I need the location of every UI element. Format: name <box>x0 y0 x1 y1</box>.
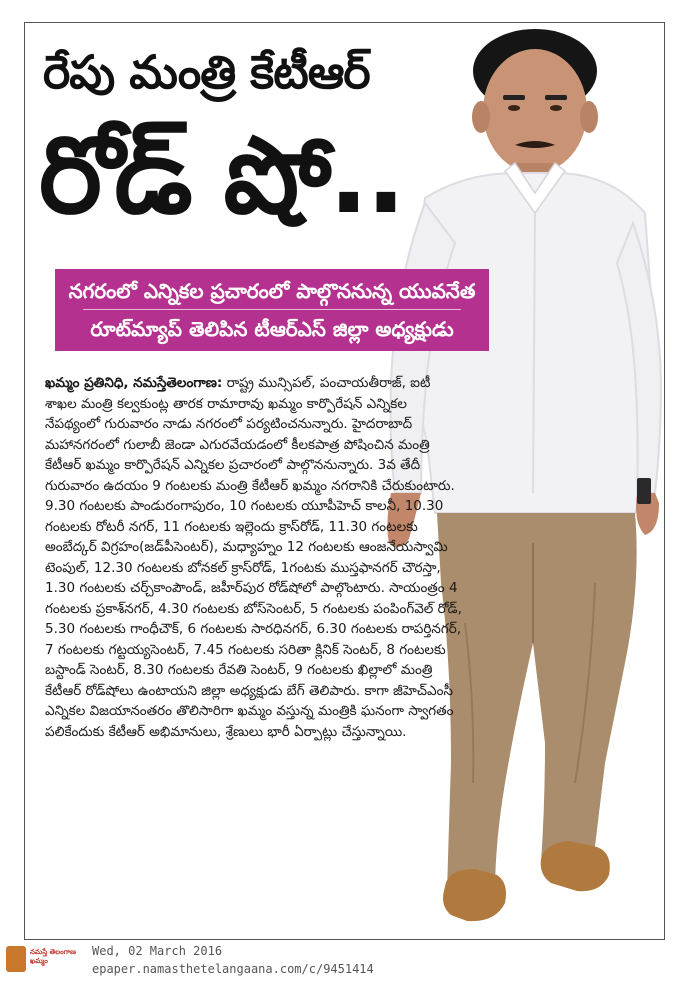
newspaper-logo-icon <box>6 946 26 972</box>
dateline: ఖమ్మం ప్రతినిధి, నమస్తేతెలంగాణ: <box>45 375 223 391</box>
headline-line-1: రేపు మంత్రి కేటీఆర్ <box>43 45 370 99</box>
paper-name: నమస్తే తెలంగాణ ఖమ్మం <box>30 948 76 965</box>
article-text: రాష్ట్ర మున్సిపల్, పంచాయతీరాజ్, ఐటీ శాఖల మంత్రి కల్వకుంట్ల తారక రామారావు ఖమ్మం కార్పొరేషన్ ఎన్నికల నేపథ్యంలో గురువారం నాడు నగరంలో పర్యటించనున్నారు. హైదరాబాద్ మహానగరంలో గులాబీ జెండా ఎగురవేయడంలో కీలకపాత్ర పోషించిన మంత్రి కేటీఆర్ ఖమ్మం కార్పొరేషన్ ఎన్నికల ప్రచారంలో పాల్గొననున్నారు. 3వ తేదీ గురువారం ఉదయం 9 గంటలకు మంత్రి కేటీఆర్ ఖమ్మం నగరానికి చేరుకుంటారు. 9.30 గంటలకు పాండురంగాపురం, 10 గంటలకు యూపీహెచ్ కాలనీ, 10.30 గంటలకు రోటరీ నగర్, 11 గంటలకు ఇల్లెందు క్రాస్‌రోడ్, 11.30 గంటలకు అంబేద్కర్ విగ్రహం(జడ్‌పీసెంటర్), మధ్యాహ్నం 12 గంటలకు ఆంజనేయస్వామి టెంపుల్, 12.30 గంటలకు బోనకల్ క్రాస్‌రోడ్, 1గంటకు ముస్తఫానగర్ చౌరస్తా, 1.30 గంటలకు చర్చ్‌కాంపౌండ్, జహీర్‌పుర రోడ్‌షోలో పాల్గొంటారు. సాయంత్రం 4 గంటలకు ప్రకాశ్‌నగర్, 4.30 గంటలకు బోస్‌సెంటర్, 5 గంటలకు పంపింగ్‌వెల్ రోడ్, 5.30 గంటలకు గాంధీచౌక్, 6 గంటలకు సారధినగర్, 6.30 గంటలకు రాపర్తినగర్, 7 గంటలకు గట్టయ్యసెంటర్, 7.45 గంటలకు సరితా క్లినిక్ సెంటర్, 8 గంటలకు బస్టాండ్ సెంటర్, 8.30 గంటలకు రేవతి సెంటర్, 9 గంటలకు ఖిల్లాలో మంత్రి కేటీఆర్ రోడ్‌షోలు ఉంటాయని జిల్లా అధ్యక్షుడు బేగ్ తెలిపారు. కాగా జీహెచ్ఎంసీ ఎన్నికల విజయానంతరం తొలిసారిగా ఖమ్మం వస్తున్న మంత్రికి ఘనంగా స్వాగతం పలికేందుకు కేటీఆర్ అభిమానులు, శ్రేణులు భారీ ఏర్పాట్లు చేస్తున్నాయి. <box>45 375 462 740</box>
subheading-line-2: రూట్‌మ్యాప్ తెలిపిన టీఆర్ఎస్ జిల్లా అధ్యక్షుడు <box>90 317 454 341</box>
headline-line-2: రోడ్ షో.. <box>39 114 404 237</box>
epaper-link[interactable]: epaper.namasthetelangaana.com/c/9451414 <box>92 962 374 976</box>
article-body <box>45 373 465 742</box>
subheading-line-1: నగరంలో ఎన్నికల ప్రచారంలో పాల్గొననున్న యువనేత <box>68 279 476 303</box>
news-article <box>24 22 665 940</box>
edition-date: Wed, 02 March 2016 <box>92 944 223 958</box>
footer <box>0 940 690 982</box>
article-paragraph <box>45 373 465 742</box>
subheading-divider <box>83 309 461 310</box>
subheading-box <box>55 269 489 351</box>
